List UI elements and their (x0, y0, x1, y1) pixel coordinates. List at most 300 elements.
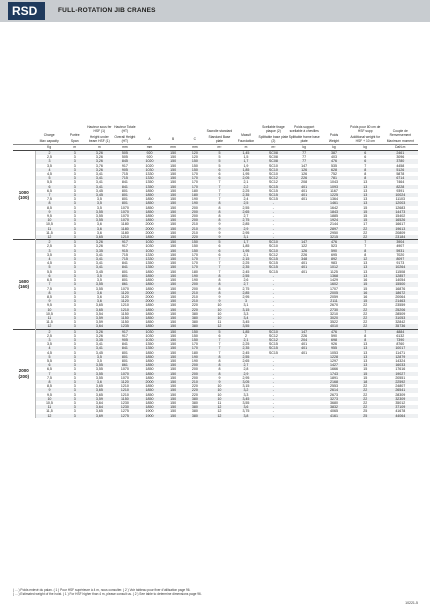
table-cell: 13 (348, 201, 382, 205)
table-cell: 210 (184, 291, 205, 295)
table-cell: 3,6 (96, 222, 102, 227)
table-cell: 2,45 (242, 269, 250, 274)
table-cell: 2,7 (234, 282, 259, 286)
table-cell: 12879 (382, 355, 418, 359)
table-cell: 6 (205, 249, 233, 253)
column-header-fr: Couple de Renversement (389, 129, 412, 138)
table-cell: 6714 (382, 176, 418, 180)
table-cell: 15 (348, 299, 382, 303)
table-cell: 150 (184, 338, 205, 342)
table-cell: 3 (63, 240, 86, 245)
table-cell: 841 (121, 261, 128, 266)
table-cell: 13 (363, 188, 368, 193)
table-cell: 3,45 (234, 397, 259, 401)
table-cell: 2950 (330, 230, 339, 235)
table-cell: 3 (63, 388, 86, 392)
table-cell: 1330 (145, 252, 154, 257)
table-cell: 3,59 (95, 320, 103, 325)
table-cell: 8,5 (46, 205, 52, 210)
table-cell: 2,7 (243, 214, 249, 219)
table-cell: 2,8 (243, 367, 249, 372)
table-cell: 1070 (120, 205, 129, 210)
table-cell: 7 (218, 342, 221, 347)
table-cell: 10 (217, 303, 222, 308)
table-cell: 150 (162, 176, 185, 180)
table-cell: 3,3 (243, 392, 249, 397)
table-cell: 6 (35, 274, 63, 278)
table-cell: 210 (191, 294, 198, 299)
table-cell: - (272, 205, 274, 210)
table-cell: 861 (113, 282, 138, 286)
table-cell: 3904 (382, 240, 418, 245)
unit-cell: mm (162, 145, 185, 151)
table-cell: 31053 (382, 316, 418, 320)
table-cell: 150 (170, 286, 177, 291)
table-cell: 150 (162, 201, 185, 205)
table-cell: 9 (218, 294, 221, 299)
table-cell: 1850 (145, 375, 154, 380)
table-cell: 3215 (320, 235, 348, 240)
table-cell: 920 (137, 151, 162, 156)
table-cell: 1235 (113, 324, 138, 329)
table-cell: 1,85 (234, 168, 259, 172)
table-cell: 3,41 (86, 346, 113, 350)
table-cell: 3 (63, 249, 86, 253)
table-cell: 715 (113, 176, 138, 180)
table-cell: 3020 (320, 316, 348, 320)
table-cell: 32842 (395, 320, 406, 325)
table-cell: 3 (73, 222, 76, 227)
table-cell: 13 (363, 261, 368, 266)
table-cell: 12 (35, 235, 63, 240)
table-cell: 2,25 (242, 342, 250, 347)
table-cell: 1225 (320, 193, 348, 197)
table-cell: 387 (320, 151, 348, 156)
table-cell: 3,64 (86, 405, 113, 409)
table-cell: 22 (363, 230, 368, 235)
table-cell: 226 (289, 176, 320, 180)
table-cell: 3,55 (95, 367, 103, 372)
table-cell: 1150 (121, 311, 129, 316)
table-cell: 801 (113, 355, 138, 359)
table-cell: 10 (35, 308, 63, 312)
table-cell: 9 (205, 227, 233, 231)
table-cell: 11,5 (46, 320, 53, 325)
table-cell: 6,5 (46, 188, 52, 193)
table-cell: 1427 (320, 363, 348, 367)
table-cell: 220 (191, 303, 198, 308)
table-cell: 12 (35, 414, 63, 418)
table-cell: 210 (191, 230, 198, 235)
table-cell: 5 (205, 240, 233, 245)
table-cell: 3 (35, 249, 63, 253)
table-cell: 11471 (395, 350, 406, 355)
table-cell: 401 (289, 346, 320, 350)
table-cell: 1330 (137, 257, 162, 261)
table-cell: 3 (73, 278, 76, 283)
table-cell: 13 (363, 180, 368, 185)
table-cell: 150 (170, 269, 177, 274)
table-cell: 150 (170, 375, 177, 380)
table-cell: 2,65 (234, 210, 259, 214)
table-cell: 380 (184, 397, 205, 401)
table-cell: 3,75 (242, 409, 250, 414)
table-body (13, 151, 418, 418)
table-cell: 16876 (395, 286, 406, 291)
table-cell: 1350 (137, 185, 162, 189)
table-cell: SC15 (268, 188, 278, 193)
table-cell: 3,65 (86, 308, 113, 312)
table-cell: 380 (184, 316, 205, 320)
table-cell: 2000 (137, 299, 162, 303)
table-cell: 8 (348, 338, 382, 342)
table-cell: 1070 (120, 367, 129, 372)
table-cell: 8 (205, 274, 233, 278)
table-cell: 2000 (145, 230, 154, 235)
table-cell: 150 (184, 159, 205, 163)
table-cell: 1850 (137, 308, 162, 312)
table-cell: 3 (73, 367, 76, 372)
table-cell: 2,95 (242, 294, 250, 299)
table-cell: 210 (184, 227, 205, 231)
specification-table (13, 108, 418, 418)
table-cell: 3,6 (96, 230, 102, 235)
table-cell: 380 (191, 409, 198, 414)
table-cell: 3 (73, 342, 76, 347)
table-cell: - (272, 367, 274, 372)
table-cell: 16526 (382, 218, 418, 222)
table-cell: 126 (289, 168, 320, 172)
table-cell: 3 (73, 400, 76, 405)
table-cell: 1850 (137, 324, 162, 329)
table-cell: 1070 (113, 372, 138, 376)
table-cell: 3 (73, 252, 76, 257)
table-cell: 3,45 (95, 188, 103, 193)
table-cell: 3,15 (234, 308, 259, 312)
table-cell: 3,41 (86, 185, 113, 189)
table-cell: 16617 (395, 222, 406, 227)
table-cell: 200 (184, 363, 205, 367)
table-cell: 2,35 (234, 346, 259, 350)
table-cell: 6 (205, 176, 233, 180)
table-cell: 698 (320, 338, 348, 342)
table-cell: 120 (184, 151, 205, 156)
table-cell: 8 (218, 367, 221, 372)
table-cell: 10 (205, 316, 233, 320)
unit-cell: mm (184, 145, 205, 151)
table-cell: 26541 (382, 388, 418, 392)
table-cell: 170 (184, 185, 205, 189)
table-cell: 905 (113, 168, 138, 172)
table-cell: 380 (191, 320, 198, 325)
table-cell: 1429 (330, 278, 339, 283)
table-cell: 150 (184, 329, 205, 334)
table-cell: 3 (73, 205, 76, 210)
table-cell: 781 (320, 176, 348, 180)
column-header-fr: Sacrolle standard (206, 129, 233, 134)
table-cell: 1666 (330, 367, 339, 372)
table-cell: 1850 (137, 388, 162, 392)
table-cell: 2,35 (234, 193, 259, 197)
table-cell: 147 (289, 329, 320, 334)
table-cell: 3,41 (86, 265, 113, 269)
table-cell: 8 (205, 218, 233, 222)
table-cell: 22 (348, 308, 382, 312)
table-cell: 1210 (120, 303, 129, 308)
table-cell: 1120 (113, 291, 138, 295)
table-cell: - (272, 375, 274, 380)
table-cell: 3 (73, 392, 76, 397)
table-cell: 210 (191, 222, 198, 227)
table-cell: 22592 (382, 380, 418, 384)
unit-cell: kg (289, 145, 320, 151)
table-cell: 150 (162, 291, 185, 295)
table-cell: 15 (363, 205, 368, 210)
table-cell: 3 (73, 230, 76, 235)
table-cell: 1,85 (242, 244, 250, 249)
table-cell: - (272, 278, 274, 283)
table-cell: 1850 (145, 197, 154, 202)
table-cell: 3 (73, 286, 76, 291)
table-cell: 1350 (137, 265, 162, 269)
column-header-en: Splittable base plate (2) (258, 135, 289, 144)
table-cell: 403 (331, 155, 338, 160)
table-cell: 10 (205, 308, 233, 312)
table-cell: 5 (35, 176, 63, 180)
table-cell: 22 (348, 227, 382, 231)
table-cell: 3 (73, 333, 76, 338)
table-cell: 1924 (320, 218, 348, 222)
table-cell: 4161 (320, 414, 348, 418)
table-cell: 2730 (320, 308, 348, 312)
table-cell: 3,6 (86, 299, 113, 303)
table-cell: 6 (218, 244, 221, 249)
table-cell: 3,5 (46, 342, 52, 347)
table-cell: 3,69 (86, 414, 113, 418)
table-cell: 3,41 (86, 176, 113, 180)
table-cell: 8 (348, 249, 382, 253)
table-cell: - (272, 286, 274, 291)
table-cell: 1850 (145, 367, 154, 372)
unit-cell: m (234, 145, 259, 151)
table-cell: 1120 (113, 380, 138, 384)
table-cell: 6 (218, 333, 221, 338)
table-cell: 150 (170, 180, 177, 185)
table-cell: 170 (191, 261, 198, 266)
table-cell: - (272, 320, 274, 325)
table-cell: 1350 (137, 346, 162, 350)
table-cell: 1850 (145, 392, 154, 397)
table-cell: 12683 (395, 205, 406, 210)
table-cell: 2,65 (242, 358, 250, 363)
table-cell: 3 (63, 282, 86, 286)
table-cell: - (258, 210, 288, 214)
table-cell: 13 (348, 274, 382, 278)
table-cell: 6 (205, 168, 233, 172)
table-cell: 150 (170, 278, 177, 283)
table-cell: 18 (348, 380, 382, 384)
table-cell: SC08 (258, 159, 288, 163)
table-cell: 7 (364, 163, 367, 168)
table-cell: 841 (121, 342, 128, 347)
table-cell: 22 (348, 388, 382, 392)
table-cell: 150 (162, 159, 185, 163)
table-cell: 1850 (137, 405, 162, 409)
table-cell: 752 (331, 172, 338, 177)
table-cell: 3,65 (95, 303, 103, 308)
table-cell: 14054 (395, 278, 406, 283)
table-cell: - (258, 414, 288, 418)
table-cell: 715 (113, 257, 138, 261)
table-cell: 77 (289, 151, 320, 156)
column-header (162, 108, 185, 145)
column-header (258, 108, 288, 145)
table-cell: 200 (191, 375, 198, 380)
table-cell: 1230 (113, 405, 138, 409)
table-cell: 220 (184, 235, 205, 240)
table-cell: 2144 (330, 222, 339, 227)
table-cell: 2,45 (242, 350, 250, 355)
table-cell: 10 (217, 384, 222, 389)
table-cell: 20551 (395, 375, 406, 380)
table-cell: 150 (162, 355, 185, 359)
table-cell: 8 (364, 172, 367, 177)
table-cell: - (258, 388, 288, 392)
table-cell: 170 (184, 176, 205, 180)
table-cell: 8,5 (46, 294, 52, 299)
table-cell: 1350 (145, 180, 154, 185)
table-cell: 226 (301, 333, 308, 338)
table-cell: 5,5 (46, 269, 52, 274)
table-cell: 1,7 (234, 159, 259, 163)
table-cell: 147 (301, 163, 308, 168)
table-cell: 380 (191, 311, 198, 316)
table-cell: 8 (218, 358, 221, 363)
table-cell: 16 (363, 294, 368, 299)
table-cell: 1850 (145, 286, 154, 291)
table-cell: 1900 (145, 409, 154, 414)
table-cell: 3 (73, 163, 76, 168)
table-cell: 16 (363, 278, 368, 283)
table-cell: 2,1 (243, 252, 249, 257)
table-cell: 20809 (395, 230, 406, 235)
table-cell: - (258, 372, 288, 376)
table-cell: 401 (301, 261, 308, 266)
table-cell: 22 (363, 384, 368, 389)
table-cell: SC10 (258, 168, 288, 172)
table-cell: 1120 (113, 299, 138, 303)
table-cell: 1125 (330, 269, 338, 274)
table-cell: 3 (63, 380, 86, 384)
table-cell: 11 (217, 320, 222, 325)
brand-label: RSD (8, 2, 45, 20)
table-cell: 861 (113, 363, 138, 367)
table-cell: 3,5 (96, 205, 102, 210)
column-header (184, 108, 205, 145)
table-cell: 8 (218, 278, 221, 283)
table-cell: 2673 (330, 392, 339, 397)
table-cell: 7 (218, 180, 221, 185)
table-cell: 8 (205, 372, 233, 376)
table-cell: 3096 (396, 155, 405, 160)
table-cell: 150 (191, 333, 198, 338)
table-cell: 2,55 (234, 274, 259, 278)
table-cell: 11103 (395, 197, 406, 202)
table-cell: 7,5 (46, 197, 52, 202)
table-cell: 15 (363, 214, 368, 219)
table-cell: 11,5 (46, 230, 53, 235)
table-cell: 1850 (145, 214, 154, 219)
table-cell: 12 (205, 324, 233, 329)
table-cell: 1850 (137, 235, 162, 240)
table-cell: 1030 (145, 244, 154, 249)
table-cell: 25206 (382, 308, 418, 312)
table-cell: 10,5 (45, 400, 53, 405)
column-header-fr: Portée (69, 133, 80, 138)
table-cell: 13 (363, 197, 368, 202)
table-cell: 917 (121, 163, 128, 168)
table-cell: 1602 (320, 282, 348, 286)
table-cell: 1180 (113, 227, 138, 231)
table-cell: 16 (348, 291, 382, 295)
table-cell: 3 (63, 316, 86, 320)
table-cell: - (258, 380, 288, 384)
table-cell: 3,55 (234, 324, 259, 329)
table-cell: 18672 (382, 291, 418, 295)
table-cell: 1,85 (234, 329, 259, 334)
table-cell: 476 (320, 329, 348, 334)
table-cell: 2,1 (234, 338, 259, 342)
table-cell: 1350 (145, 261, 154, 266)
table-cell: - (272, 222, 274, 227)
column-header-fr: Poids support scellable à chevilles (289, 125, 319, 134)
table-cell: 3 (73, 409, 76, 414)
table-cell: 150 (170, 214, 177, 219)
table-cell: 401 (301, 197, 308, 202)
table-cell: 3780 (382, 159, 418, 163)
table-cell: 10 (35, 397, 63, 401)
table-cell: 1891 (330, 375, 339, 380)
table-cell: 3,45 (95, 269, 103, 274)
table-cell: 3 (73, 375, 76, 380)
table-cell: 3832 (320, 405, 348, 409)
table-cell: 150 (184, 240, 205, 245)
table-cell: 1850 (137, 316, 162, 320)
table-cell: 170 (191, 180, 198, 185)
table-cell: 7 (218, 197, 221, 202)
table-cell: 476 (320, 159, 348, 163)
table-cell: 2000 (137, 291, 162, 295)
table-cell: 3,59 (86, 397, 113, 401)
table-cell: 3 (63, 291, 86, 295)
table-cell: 170 (191, 172, 198, 177)
table-cell: 15 (363, 375, 368, 380)
table-cell: 28309 (395, 392, 406, 397)
table-cell: 150 (162, 168, 185, 172)
table-cell: 11,5 (46, 409, 53, 414)
table-cell: 7 (205, 193, 233, 197)
table-cell: 3,59 (86, 316, 113, 320)
table-cell: 150 (170, 384, 177, 389)
column-header-fr: A (148, 137, 151, 142)
table-cell: 1461 (320, 201, 348, 205)
table-cell: 3,6 (86, 380, 113, 384)
table-cell: 13 (363, 350, 368, 355)
table-cell: 917 (113, 329, 138, 334)
table-cell: 150 (162, 308, 185, 312)
table-cell: 1743 (320, 372, 348, 376)
table-cell: 2,85 (242, 222, 250, 227)
